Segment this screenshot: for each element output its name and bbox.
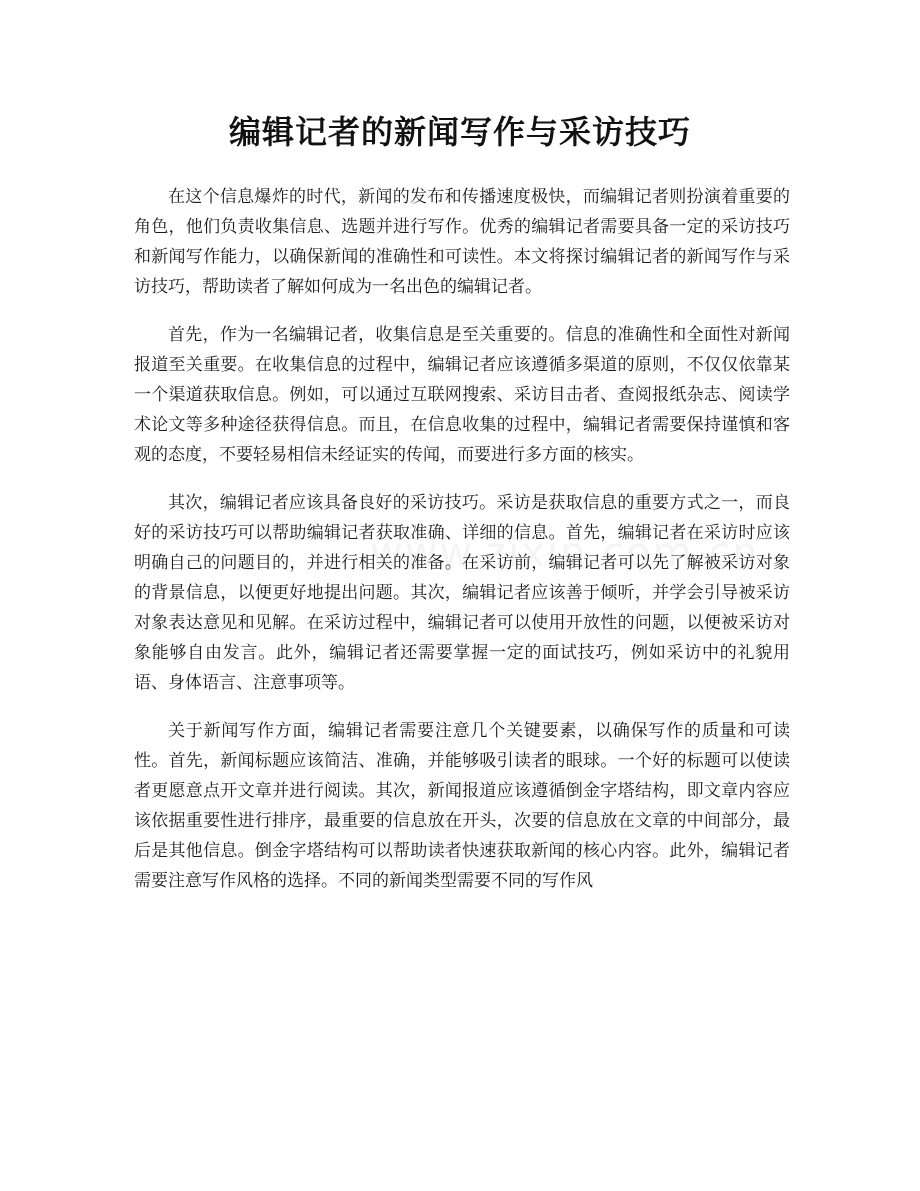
- paragraph-4: 关于新闻写作方面，编辑记者需要注意几个关键要素，以确保写作的质量和可读性。首先，新闻标题应该简洁、准确，并能够吸引读者的眼球。一个好的标题可以使读者更愿意点开文章并进行阅读。其次，新闻报道应该遵循倒金字塔结构，即文章内容应该依据重要性进行排序，最重要的信息放在开头，次要的信息放在文章的中间部分，最后是其他信息。倒金字塔结构可以帮助读者快速获取新闻的核心内容。此外，编辑记者需要注意写作风格的选择。不同的新闻类型需要不同的写作风: [134, 721, 790, 891]
- paragraph-3: 其次，编辑记者应该具备良好的采访技巧。采访是获取信息的重要方式之一，而良好的采访技巧可以帮助编辑记者获取准确、详细的信息。首先，编辑记者在采访时应该明确自己的问题目的，并进行相关的准备。在采访前，编辑记者可以先了解被采访对象的背景信息，以便更好地提出问题。其次，编辑记者应该善于倾听，并学会引导被采访对象表达意见和见解。在采访过程中，编辑记者可以使用开放性的问题，以便被采访对象能够自由发言。此外，编辑记者还需要掌握一定的面试技巧，例如采访中的礼貌用语、身体语言、注意事项等。: [134, 493, 790, 693]
- paragraph-1: 在这个信息爆炸的时代，新闻的发布和传播速度极快，而编辑记者则扮演着重要的角色，他们负责收集信息、选题并进行写作。优秀的编辑记者需要具备一定的采访技巧和新闻写作能力，以确保新闻的准确性和可读性。本文将探讨编辑记者的新闻写作与采访技巧，帮助读者了解如何成为一名出色的编辑记者。: [134, 187, 790, 297]
- paragraph-2: 首先，作为一名编辑记者，收集信息是至关重要的。信息的准确性和全面性对新闻报道至关重要。在收集信息的过程中，编辑记者应该遵循多渠道的原则，不仅仅依靠某一个渠道获取信息。例如，可以通过互联网搜索、采访目击者、查阅报纸杂志、阅读学术论文等多种途径获得信息。而且，在信息收集的过程中，编辑记者需要保持谨慎和客观的态度，不要轻易相信未经证实的传闻，而要进行多方面的核实。: [134, 325, 790, 465]
- document-title: 编辑记者的新闻写作与采访技巧: [228, 113, 691, 151]
- watermark: [370, 530, 760, 576]
